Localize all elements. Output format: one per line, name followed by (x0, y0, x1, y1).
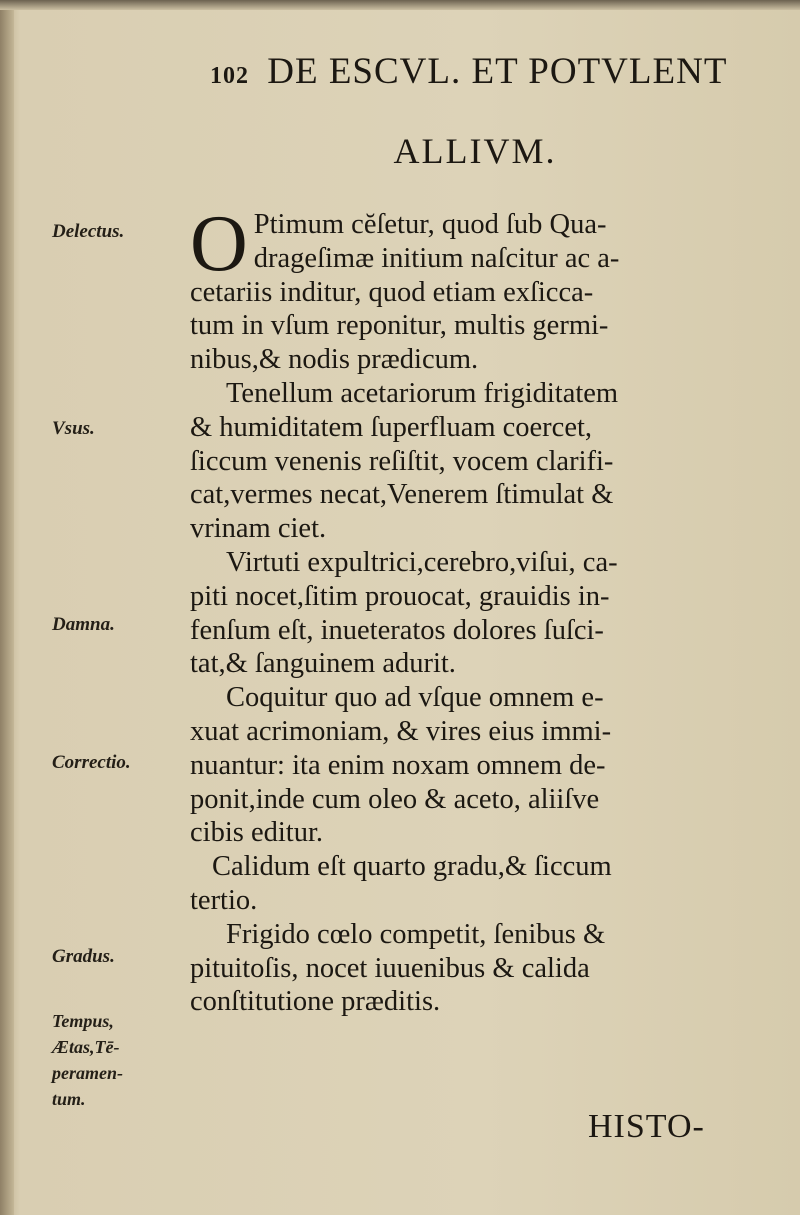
margin-note-correctio: Correctio. (52, 752, 131, 773)
text-line: piti nocet,ſitim prouocat, grauidis in- (190, 580, 610, 612)
text-line: fenſum eſt, inueteratos dolores ſuſci- (190, 614, 604, 646)
text-line: cetariis inditur, quod etiam exſicca- (190, 276, 594, 308)
running-header (210, 50, 750, 93)
paragraph-tempus (190, 918, 740, 1019)
text-line: Virtuti expultrici,cerebro,viſui, ca- (226, 546, 618, 578)
margin-note-line: peramen- (52, 1063, 123, 1083)
paragraph-delectus (190, 200, 740, 377)
text-line: pituitoſis, nocet iuuenibus & calida (190, 952, 590, 984)
text-line: Tenellum acetariorum frigiditatem (226, 377, 619, 409)
text-line: tum in vſum reponitur, multis germi- (190, 310, 609, 342)
text-line: vrinam ciet. (190, 513, 327, 545)
paragraph-gradus (190, 850, 740, 918)
margin-note-vsus: Vsus. (52, 418, 95, 439)
drop-capital: O (190, 200, 248, 288)
text-line: Ptimum cĕſetur, quod ſub Qua- (253, 209, 607, 240)
paragraph-damna (190, 546, 740, 681)
text-line: Frigido cœlo competit, ſenibus & (226, 918, 606, 950)
page-binding-shadow (0, 0, 14, 1215)
text-line: cibis editur. (190, 817, 323, 849)
page-top-edge (0, 0, 800, 10)
paragraph-vsus (190, 377, 740, 546)
text-line: cat,vermes necat,Venerem ſtimulat & (190, 479, 614, 511)
text-line: Calidum eſt quarto gradu,& ſiccum (212, 851, 612, 883)
margin-note-delectus: Delectus. (52, 221, 125, 242)
text-line: Coquitur quo ad vſque omnem e- (226, 682, 604, 714)
section-title: ALLIVM. (393, 131, 557, 171)
margin-note-damna: Damna. (52, 614, 115, 635)
main-text (190, 200, 740, 1019)
margin-note-line: tum. (52, 1089, 86, 1109)
margin-note-line: Tempus, (52, 1011, 114, 1031)
text-line: tat,& ſanguinem adurit. (190, 648, 456, 680)
text-line: ſiccum venenis reſiſtit, vocem clarifi- (190, 445, 614, 477)
text-line: ponit,inde cum oleo & aceto, aliiſve (190, 783, 600, 815)
text-line: nuantur: ita enim noxam omnem de- (190, 749, 606, 781)
text-line: nibus,& nodis prædicum. (190, 344, 479, 376)
text-line: conſtitutione præditis. (190, 986, 441, 1018)
margin-note-line: Ætas,Tē- (52, 1037, 120, 1057)
text-line: drageſimæ initium naſcitur ac a- (253, 242, 620, 274)
paragraph-correctio (190, 681, 740, 850)
text-line: xuat acrimoniam, & vires eius immi- (190, 715, 612, 747)
running-title: DE ESCVL. ET POTVLENT (267, 51, 728, 92)
text-line: & humiditatem ſuperfluam coercet, (190, 411, 593, 443)
page-number: 102 (210, 63, 249, 89)
margin-note-tempus (52, 1008, 182, 1112)
text-line: tertio. (190, 884, 258, 916)
catchword: HISTO- (588, 1108, 705, 1145)
margin-note-gradus: Gradus. (52, 946, 115, 967)
